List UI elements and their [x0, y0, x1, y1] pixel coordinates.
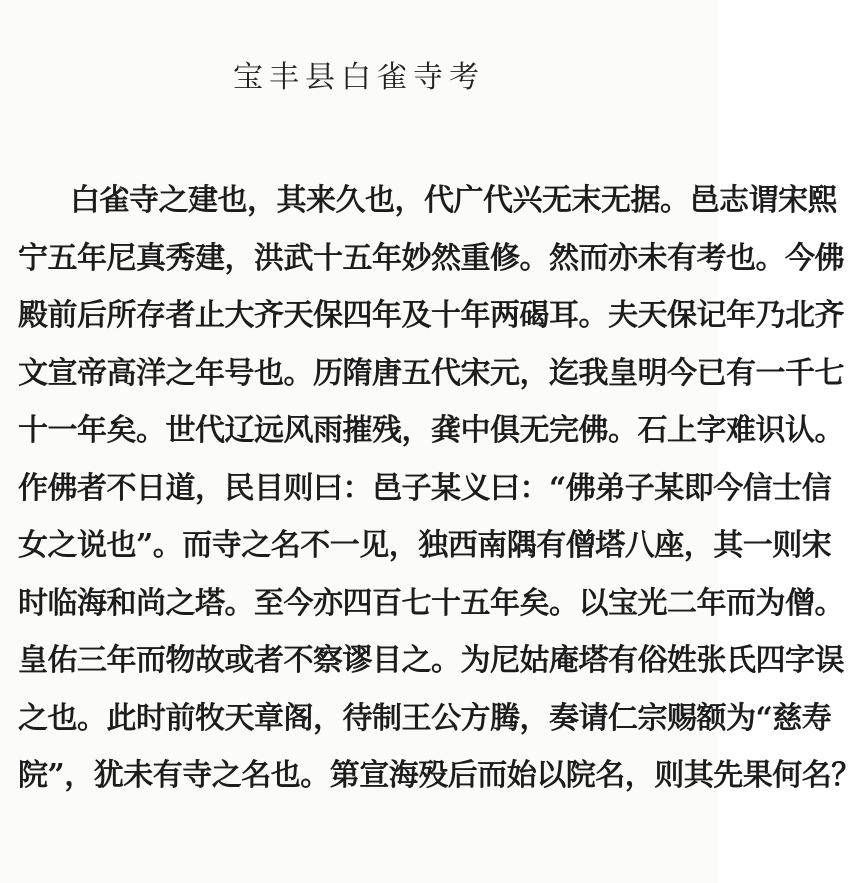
text-line: 文宣帝高洋之年号也。历隋唐五代宋元，迄我皇明今已有一千七	[18, 355, 844, 391]
document-title: 宝丰县白雀寺考	[233, 60, 485, 95]
text-line: 宁五年尼真秀建，洪武十五年妙然重修。然而亦未有考也。今佛	[18, 240, 844, 276]
text-line: 时临海和尚之塔。至今亦四百七十五年矣。以宝光二年而为僧。	[18, 585, 844, 621]
body-text	[18, 172, 861, 805]
text-line: 皇佑三年而物故或者不察谬目之。为尼姑庵塔有俗姓张氏四字误	[18, 643, 844, 678]
text-line: 十一年矣。世代辽远风雨摧残，龚中俱无完佛。石上字难识认。	[18, 413, 844, 448]
text-line: 女之说也”。而寺之名不一见，独西南隅有僧塔八座，其一则宋	[18, 528, 832, 563]
text-line: 院”，犹未有寺之名也。第宣海殁后而始以院名，则其先果何名？	[18, 758, 861, 793]
text-line: 作佛者不日道，民目则曰：邑子某义曰：“佛弟子某即今信士信	[18, 470, 832, 506]
text-line: 白雀寺之建也，其来久也，代广代兴无末无据。邑志谓宋熙	[70, 183, 837, 218]
text-line: 殿前后所存者止大齐天保四年及十年两碣耳。夫天保记年乃北齐	[18, 298, 844, 333]
text-line: 之也。此时前牧天章阁，待制王公方腾，奏请仁宗赐额为“慈寿	[18, 700, 832, 736]
